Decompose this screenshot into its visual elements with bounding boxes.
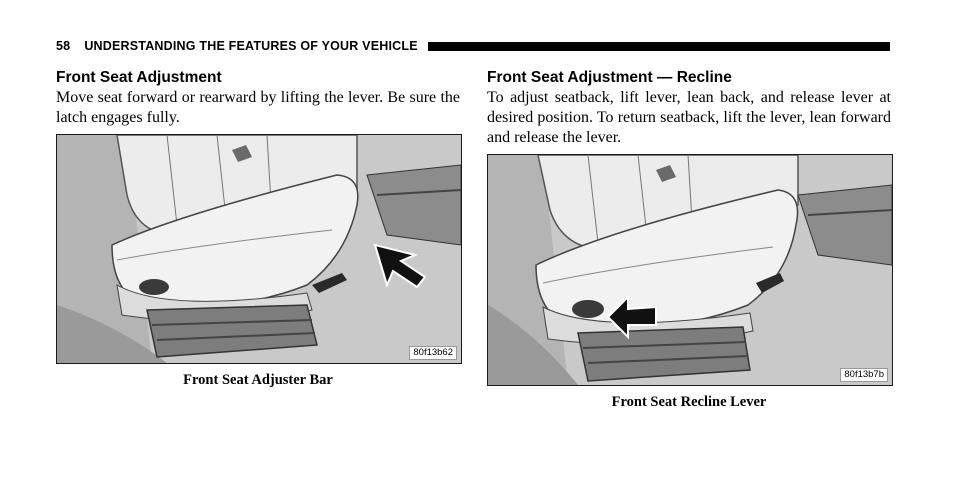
section-body-seat-adjustment: Move seat forward or rearward by lifting the lever. Be sure the latch engages fully.	[56, 89, 460, 126]
figure-seat-recline-lever	[487, 154, 893, 386]
page-header	[56, 38, 890, 54]
section-body-recline: To adjust seatback, lift lever, lean back, and release lever at desired position. To return seatback, lift the lever, lean forward and release the lever.	[487, 89, 891, 146]
figure-seat-adjuster-bar	[56, 134, 462, 364]
page-number: 58	[56, 39, 71, 53]
header-title: UNDERSTANDING THE FEATURES OF YOUR VEHICLE	[84, 39, 418, 53]
section-title-seat-adjustment: Front Seat Adjustment	[56, 69, 222, 86]
figure-id: 80f13b7b	[840, 368, 888, 382]
seat-illustration	[488, 155, 892, 385]
header-rule	[428, 42, 890, 51]
figure-id: 80f13b62	[409, 346, 457, 360]
seat-illustration	[57, 135, 461, 363]
section-title-recline: Front Seat Adjustment — Recline	[487, 69, 732, 86]
figure-caption: Front Seat Recline Lever	[611, 394, 767, 410]
figure-caption: Front Seat Adjuster Bar	[183, 372, 333, 388]
right-column	[487, 68, 891, 411]
left-column	[56, 68, 460, 389]
